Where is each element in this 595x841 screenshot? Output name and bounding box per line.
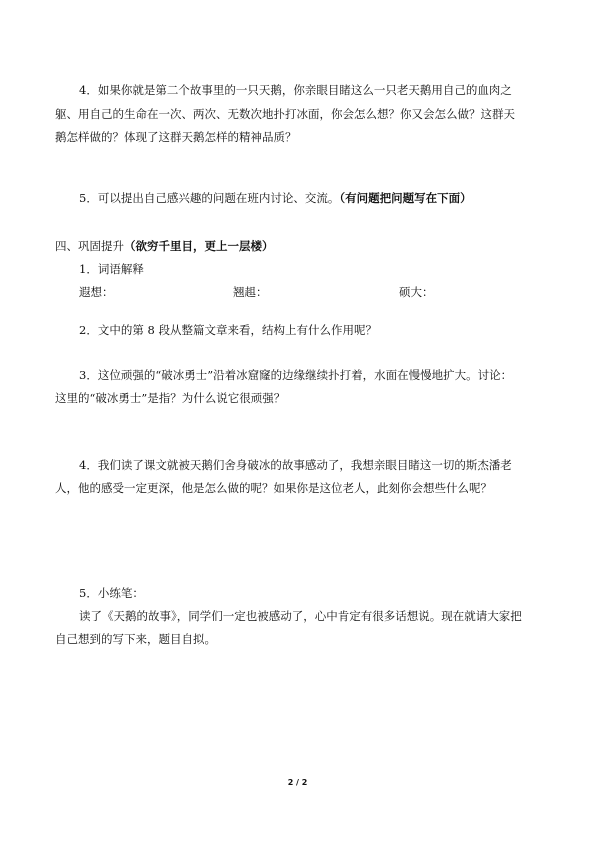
section-4-heading	[55, 238, 274, 254]
question-5-bold-note: （有问题把问题写在下面）	[339, 191, 472, 205]
question-5-text: 5．可以提出自己感兴趣的问题在班内讨论、交流。	[79, 191, 340, 205]
question-4-line-2: 躯、用自己的生命在一次、两次、无数次地扑打冰面，你会怎么想？你又会怎么做？这群天	[55, 107, 515, 121]
question-3-line-1: 3．这位顽强的“破冰勇士”沿着冰窟窿的边缘继续扑打着，水面在慢慢地扩大。讨论：	[79, 368, 513, 382]
question-4-line-1: 4．如果你就是第二个故事里的一只天鹅，你亲眼目睹这么一只老天鹅用自己的血肉之	[79, 83, 512, 97]
question-3-line-2: 这里的“破冰勇士”是指？为什么说它很顽强？	[55, 391, 286, 405]
question-4b-line-1: 4．我们读了课文就被天鹅们舍身破冰的故事感动了，我想亲眼目睹这一切的斯杰潘老	[79, 458, 512, 472]
question-2: 2．文中的第 8 段从整篇文章来看，结构上有什么作用呢？	[79, 323, 377, 337]
section-4-title: 四、巩固提升	[55, 239, 124, 253]
question-4b-line-2: 人，他的感受一定更深，他是怎么做的呢？如果你是这位老人，此刻你会想些什么呢？	[55, 481, 492, 495]
page-number: 2 / 2	[287, 778, 308, 787]
section-4-subtitle: （欲穷千里目，更上一层楼）	[124, 239, 274, 253]
vocab-word-3: 硕大：	[399, 285, 434, 299]
vocab-heading: 1．词语解释	[79, 262, 144, 276]
vocab-word-2: 翘趄：	[233, 285, 268, 299]
question-5-exercise: 5．小练笔：	[79, 586, 144, 600]
question-5-line-2: 自己想到的写下来，题目自拟。	[55, 632, 216, 646]
vocab-word-1: 遐想：	[79, 285, 114, 299]
question-4-line-3: 鹅怎样做的？体现了这群天鹅怎样的精神品质？	[55, 130, 297, 144]
question-5-discuss	[79, 190, 472, 206]
question-5-line-1: 读了《天鹅的故事》，同学们一定也被感动了，心中肯定有很多话想说。现在就请大家把	[79, 609, 522, 623]
